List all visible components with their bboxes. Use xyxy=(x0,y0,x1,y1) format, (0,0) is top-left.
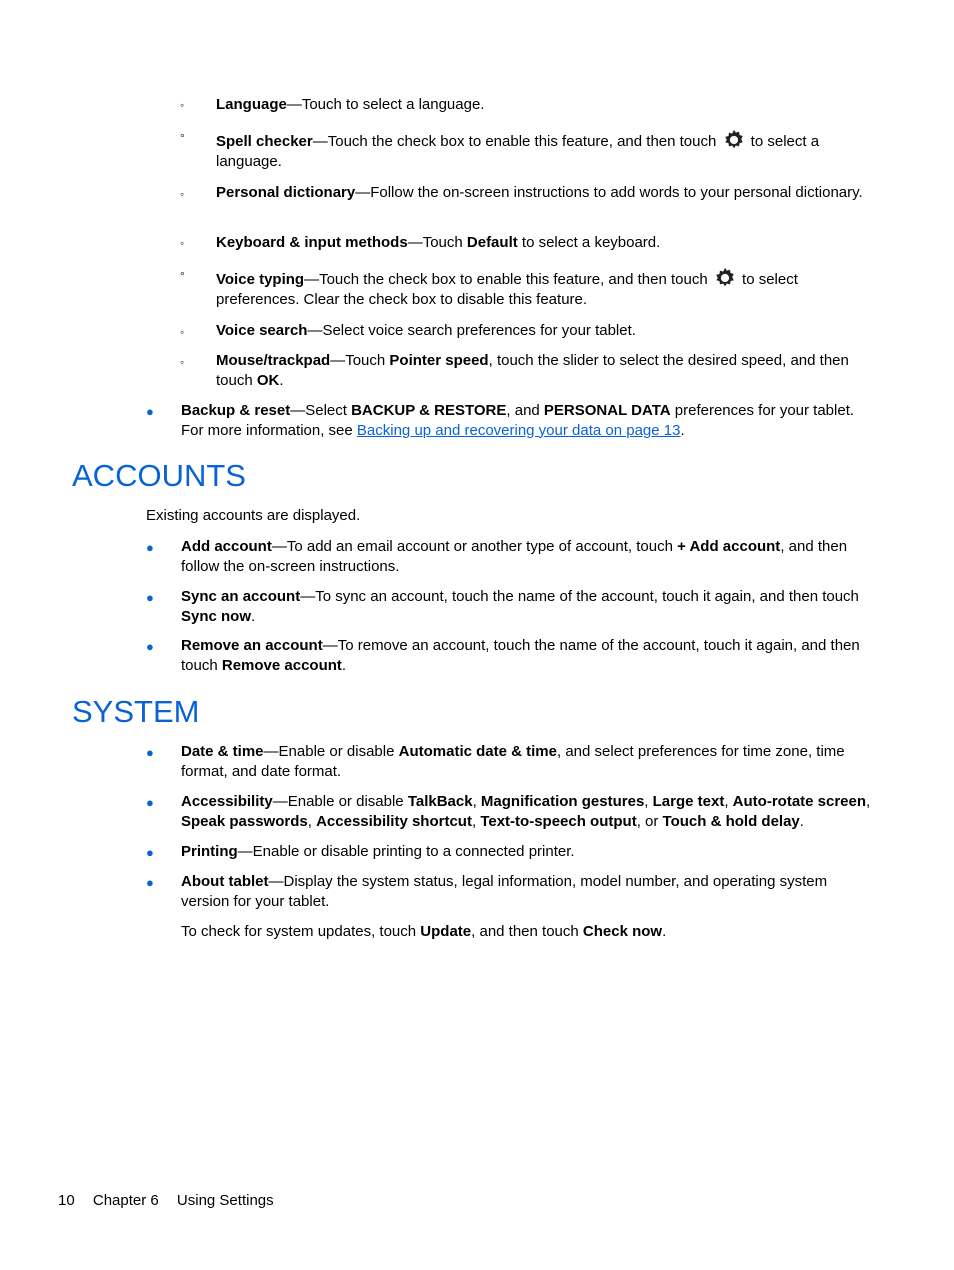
sub-bullet: ° xyxy=(180,131,185,145)
list-item-voice-typing: Voice typing—Touch the check box to enable this feature, and then touch to select preferences. Clear the check box to disable this feature. xyxy=(216,267,866,309)
bullet: ● xyxy=(146,590,154,605)
sub-bullet: ◦ xyxy=(180,98,185,112)
section-heading-accounts: ACCOUNTS xyxy=(72,458,246,493)
accounts-intro: Existing accounts are displayed. xyxy=(146,507,361,524)
gear-icon xyxy=(714,267,736,289)
bullet: ● xyxy=(146,745,154,760)
gear-icon xyxy=(723,129,745,151)
system-update-note: To check for system updates, touch Update, and then touch Check now. xyxy=(181,923,667,940)
page-number: 10 xyxy=(58,1192,75,1209)
section-heading-system: SYSTEM xyxy=(72,694,200,729)
list-item-add-account: Add account—To add an email account or another type of account, touch + Add account, and then follow the on-screen instructions. xyxy=(181,538,848,575)
backup-link[interactable]: Backing up and recovering your data on page 13 xyxy=(356,421,681,439)
chapter-label: Chapter 6 xyxy=(92,1192,159,1209)
list-item-personal-dictionary: Personal dictionary—Follow the on-screen instructions to add words to your personal dictionary. xyxy=(216,184,863,201)
list-item-printing: Printing—Enable or disable printing to a connected printer. xyxy=(181,843,575,860)
bullet: ● xyxy=(146,795,154,810)
sub-bullet: ° xyxy=(180,269,185,283)
sub-bullet: ◦ xyxy=(180,355,185,369)
list-item-language: Language—Touch to select a language. xyxy=(216,96,485,113)
list-item-remove-account: Remove an account—To remove an account, touch the name of the account, touch it again, and then touch Remove account. xyxy=(181,637,860,674)
bullet: ● xyxy=(146,540,154,555)
list-item-backup-reset: Backup & reset—Select BACKUP & RESTORE, and PERSONAL DATA preferences for your tablet. For more information, see Backing up and recovering your data on page 13. xyxy=(181,402,855,439)
bullet: ● xyxy=(146,875,154,890)
bullet: ● xyxy=(146,639,154,654)
sub-bullet: ◦ xyxy=(180,325,185,339)
list-item-about-tablet: About tablet—Display the system status, legal information, model number, and operating system version for your tablet. xyxy=(181,873,828,910)
chapter-title: Using Settings xyxy=(176,1192,274,1209)
list-item-accessibility: Accessibility—Enable or disable TalkBack, Magnification gestures, Large text, Auto-rotate screen, Speak passwords, Accessibility shortcut, Text-to-speech output, or Touch & hold delay. xyxy=(181,793,871,830)
list-item-mouse-trackpad: Mouse/trackpad—Touch Pointer speed, touch the slider to select the desired speed, and then touch OK. xyxy=(216,352,849,389)
list-item-voice-search: Voice search—Select voice search preferences for your tablet. xyxy=(216,322,636,339)
list-item-sync-account: Sync an account—To sync an account, touch the name of the account, touch it again, and then touch Sync now. xyxy=(181,588,859,625)
list-item-spell-checker: Spell checker—Touch the check box to enable this feature, and then touch to select a language. xyxy=(216,129,866,171)
sub-bullet: ◦ xyxy=(180,187,185,201)
page-footer xyxy=(58,1191,288,1211)
list-item-keyboard: Keyboard & input methods—Touch Default to select a keyboard. xyxy=(216,234,661,251)
sub-bullet: ◦ xyxy=(180,236,185,250)
list-item-date-time: Date & time—Enable or disable Automatic date & time, and select preferences for time zone, time format, and date format. xyxy=(181,743,845,780)
bullet: ● xyxy=(146,845,154,860)
bullet: ● xyxy=(146,404,154,419)
